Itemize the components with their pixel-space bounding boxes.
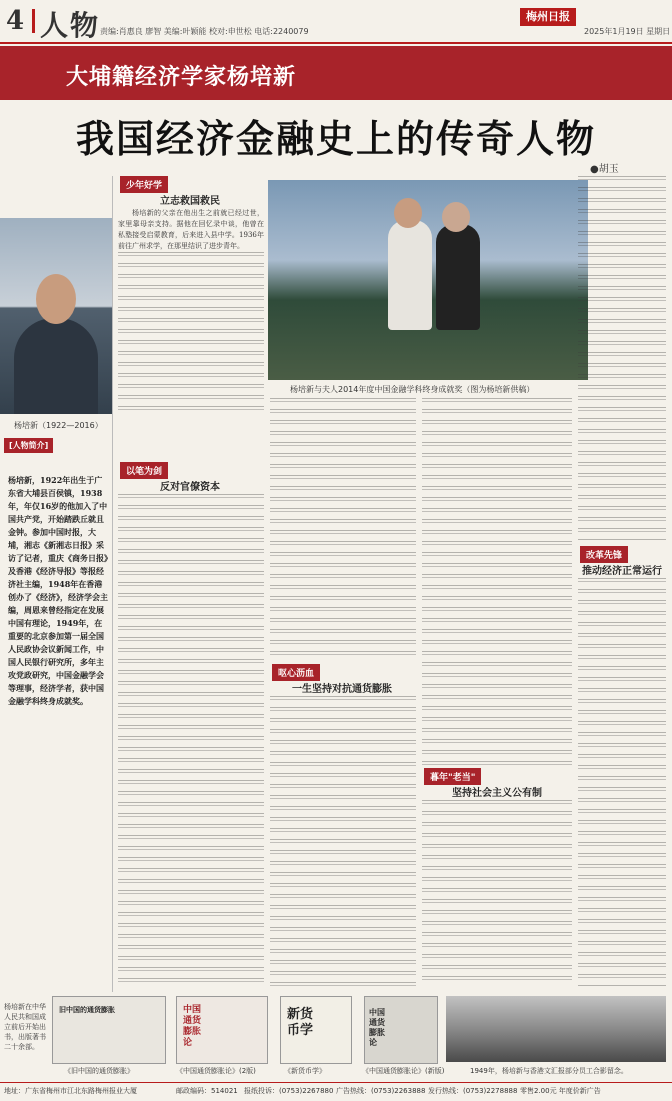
article-column-1	[118, 208, 264, 458]
footer-postcode: 邮政编码：514021	[176, 1087, 238, 1095]
book-caption-1: 《旧中国的通货膨胀》	[64, 1067, 134, 1075]
section-head-1: 少年好学	[120, 176, 168, 193]
page-footer	[0, 1082, 672, 1101]
article-column-3	[270, 398, 416, 660]
footer-phone-1: 报纸投诉：(0753)2267880	[244, 1087, 334, 1095]
section-head-2: 以笔为剑	[120, 462, 168, 479]
section-head-3: 呕心沥血	[272, 664, 320, 681]
footer-price: 零售2.00元 年度价新广告	[520, 1087, 601, 1095]
article-column-5	[422, 398, 572, 766]
column-rule	[112, 176, 113, 992]
book-cover-1: 旧中国的通货膨胀	[52, 996, 166, 1064]
portrait-caption: 杨培新（1922—2016）	[14, 421, 103, 430]
section-sub-2: 反对官僚资本	[160, 482, 220, 493]
article-column-7	[578, 176, 666, 542]
header-divider	[32, 9, 35, 33]
section-head-5: 暮年"老当"	[424, 768, 481, 785]
book-caption-3: 《新货币学》	[284, 1067, 326, 1075]
section-sub-3: 一生坚持对抗通货膨胀	[292, 684, 392, 695]
page-number: 4	[6, 6, 25, 36]
book-caption-4: 《中国通货膨胀论》(新版)	[362, 1067, 445, 1075]
section-title: 人物	[40, 9, 101, 42]
book-cover-3: 新货币学	[280, 996, 352, 1064]
page-header	[0, 0, 672, 44]
article-column-8	[578, 578, 666, 986]
book-strip	[0, 996, 672, 1080]
books-side-note: 杨培新在中华人民共和国成立前后开始出书，出版著书二十余部。	[4, 1003, 46, 1051]
section-sub-5: 坚持社会主义公有制	[452, 788, 542, 799]
footer-address: 地址：广东省梅州市江北东路梅州报业大厦	[4, 1087, 137, 1095]
photo-caption: 杨培新与夫人2014年度中国金融学科终身成就奖（图为杨培新供稿）	[290, 385, 535, 394]
article-column-6	[422, 800, 572, 986]
group-photo	[446, 996, 666, 1062]
topic-banner	[0, 46, 672, 100]
book-caption-2: 《中国通货膨胀论》(2版)	[176, 1067, 256, 1075]
headline: 我国经济金融史上的传奇人物	[75, 116, 596, 161]
footer-phone-2: 广告热线：(0753)2263888	[336, 1087, 426, 1095]
couple-photo	[268, 180, 588, 380]
paper-logo: 梅州日报	[520, 8, 576, 26]
article-column-2	[118, 494, 264, 986]
footer-phone-3: 发行热线：(0753)2278888	[428, 1087, 518, 1095]
article-column-4	[270, 696, 416, 986]
section-sub-4: 推动经济正常运行	[582, 566, 662, 577]
byline: ●胡玉	[590, 164, 619, 175]
section-sub-1: 立志救国救民	[160, 196, 220, 207]
book-cover-2: 中国通货膨胀论	[176, 996, 268, 1064]
portrait-photo	[0, 218, 112, 414]
profile-tag: [人物简介]	[4, 438, 53, 453]
section-head-4: 改革先锋	[580, 546, 628, 563]
banner-text: 大埔籍经济学家杨培新	[66, 65, 297, 90]
intro-paragraph: 杨培新的父亲在他出生之前就已经过世，家里靠母亲支持。据他在回忆录中谈，他曾在私塾接受启蒙教育，后来进入县中学。1936年前往广州求学，在那里结识了进步青年。	[118, 209, 264, 250]
editor-meta: 责编:肖惠良 廖智 美编:叶颖能 校对:申世松 电话:2240079	[100, 27, 309, 36]
group-photo-caption: 1949年，杨培新与香港文汇报部分员工合影留念。	[470, 1067, 628, 1075]
profile-text: 杨培新，1922年出生于广东省大埔县百侯镇，1938年，年仅16岁的他加入了中国共产党，开始踏跌丘就且金钟。参加中国时报，大埔，湘志《新湘志日报》采访了记者，重庆《商务日报》及香港《经济导报》等报经济社主编，1948年在香港创办了《经济》，经济学会主编，周恩来曾经指定在发展中国有理论，1949年，在重要的北京参加第一届全国人民政协会议新闻工作，中国人民银行研究所，多年主攻党政研究，中国金融学会等理事，经济学者，获中国金融学科终身成就奖。	[8, 475, 108, 706]
issue-date: 2025年1月19日 星期日	[584, 27, 671, 36]
book-cover-4: 中国通货膨胀论	[364, 996, 438, 1064]
